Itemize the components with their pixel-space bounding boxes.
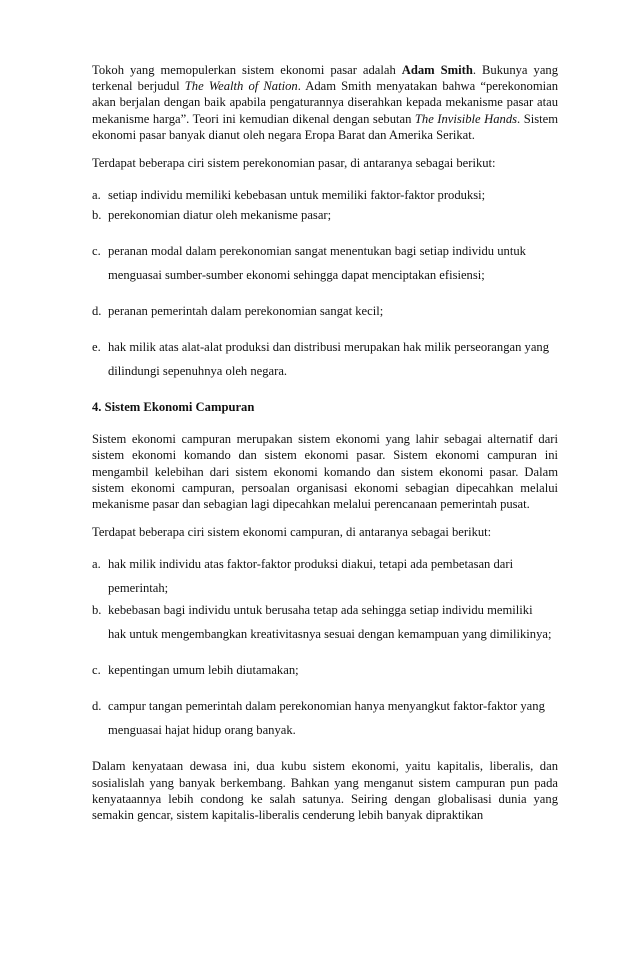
list-item [92,339,558,379]
list-item-text: campur tangan pemerintah dalam perekonomian hanya menyangkut faktor-faktor yang [108,699,545,714]
text-span: . Bukunya yang terkenal berjudul [92,63,558,94]
list-marker: b. [92,208,102,223]
list-item-text: kepentingan umum lebih diutamakan; [108,663,299,678]
list-item [92,187,558,203]
list-item-continuation: menguasai sumber-sumber ekonomi sehingga dapat menciptakan efisiensi; [108,268,485,283]
list-marker: d. [92,699,102,714]
list-item-continuation: pemerintah; [108,581,169,596]
paragraph-mixed-intro: Terdapat beberapa ciri sistem ekonomi campuran, di antaranya sebagai berikut: [92,525,492,540]
paragraph-market-intro: Terdapat beberapa ciri sistem perekonomian pasar, di antaranya sebagai berikut: [92,156,496,171]
list-marker: b. [92,603,102,618]
paragraph-mixed-definition: Sistem ekonomi campuran merupakan sistem ekonomi yang lahir sebagai alternatif dari sistem ekonomi komando dan sistem ekonomi pasar. Sistem ekonomi campuran ini mengambil kelebihan dari sistem ekonomi komando dan sistem ekonomi pasar. Dalam sistem ekonomi campuran, persoalan organisasi ekonomi sebagian dipecahkan melalui mekanisme pasar dan sebagian lagi dipecahkan melalui perencanaan pemerintah pusat. [92,432,558,512]
list-item [92,662,558,678]
paragraph-adam-smith [92,62,558,143]
list-item-continuation: dilindungi sepenuhnya oleh negara. [108,364,288,379]
text-span: . Adam Smith menyatakan bahwa “perekonomian akan berjalan dengan baik apabila pengaturannya diserahkan kepada mekanisme pasar atau mekanisme harga”. Teori ini kemudian dikenal dengan sebutan [92,79,559,126]
list-item-text: setiap individu memiliki kebebasan untuk memiliki faktor-faktor produksi; [108,188,486,203]
list-item [92,602,558,642]
list-item-continuation: hak untuk mengembangkan kreativitasnya sesuai dengan kemampuan yang dimilikinya; [108,627,552,642]
theory-name: The Invisible Hands [414,111,518,126]
list-marker: e. [92,340,101,355]
list-item [92,698,558,738]
list-item-text: peranan pemerintah dalam perekonomian sangat kecil; [108,304,384,319]
list-item [92,556,558,596]
list-item-text: hak milik individu atas faktor-faktor produksi diakui, tetapi ada pembetasan dari [108,557,514,572]
paragraph-conclusion: Dalam kenyataan dewasa ini, dua kubu sistem ekonomi, yaitu kapitalis, liberalis, dan sosialislah yang banyak berkembang. Bahkan yang menganut sistem campuran pun pada kenyataannya lebih condong ke salah satunya. Seiring dengan globalisasi dunia yang semakin gencar, sistem kapitalis-liberalis cenderung lebih banyak dipraktikan [92,759,558,823]
list-item-text: hak milik atas alat-alat produksi dan distribusi merupakan hak milik perseorangan yang [108,340,550,355]
text-span: . Sistem ekonomi pasar banyak dianut oleh negara Eropa Barat dan Amerika Serikat. [92,111,558,142]
list-marker: d. [92,304,102,319]
book-title: The Wealth of Nation [184,79,298,94]
list-marker: a. [92,188,101,203]
section-heading: 4. Sistem Ekonomi Campuran [92,400,255,415]
list-item [92,207,558,223]
list-item [92,303,558,319]
text-span: Tokoh yang memopulerkan sistem ekonomi pasar adalah [92,63,402,77]
list-marker: a. [92,557,101,572]
author-name: Adam Smith [401,63,473,77]
list-item-continuation: menguasai hajat hidup orang banyak. [108,723,296,738]
list-item-text: peranan modal dalam perekonomian sangat menentukan bagi setiap individu untuk [108,244,526,259]
list-item [92,243,558,283]
list-marker: c. [92,663,101,678]
list-marker: c. [92,244,101,259]
list-item-text: perekonomian diatur oleh mekanisme pasar; [108,208,332,223]
list-item-text: kebebasan bagi individu untuk berusaha tetap ada sehingga setiap individu memiliki [108,603,533,618]
